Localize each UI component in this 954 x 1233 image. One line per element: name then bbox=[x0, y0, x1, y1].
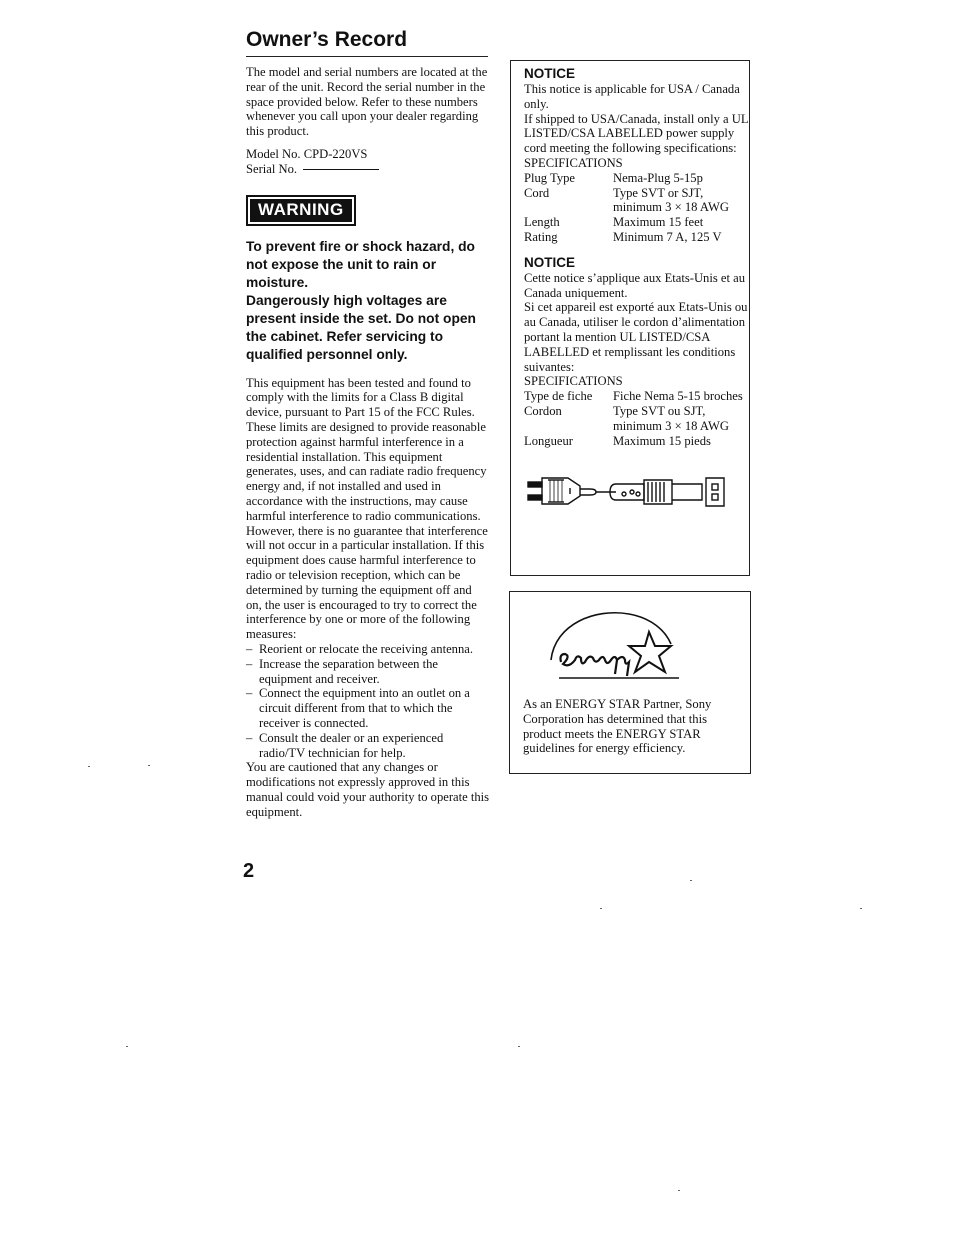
fcc-statement bbox=[246, 376, 490, 820]
table-row bbox=[524, 171, 749, 186]
fcc-caution: You are cautioned that any changes or modifications not expressly approved in this manual could void your authority to operate this equipment. bbox=[246, 760, 490, 819]
scan-speck bbox=[678, 1190, 680, 1191]
notice-en-spec-heading: SPECIFICATIONS bbox=[524, 155, 623, 170]
power-cord-illustration bbox=[524, 472, 749, 512]
warning-statement-2: Dangerously high voltages are present inside the set. Do not open the cabinet. Refer servicing to qualified personnel only. bbox=[246, 292, 476, 362]
model-number-line bbox=[246, 147, 490, 162]
left-column bbox=[246, 28, 490, 819]
owners-record-title: Owner’s Record bbox=[246, 28, 488, 57]
spec-value: Type SVT ou SJT, minimum 3 × 18 AWG bbox=[613, 403, 729, 433]
notice-en-para-2: If shipped to USA/Canada, install only a UL LISTED/CSA LABELLED power supply cord meeting the following specifications: bbox=[524, 111, 749, 156]
spec-value: Nema-Plug 5-15p bbox=[613, 170, 703, 185]
spec-key: Plug Type bbox=[524, 170, 576, 185]
scan-speck bbox=[860, 908, 862, 909]
spec-value: Maximum 15 pieds bbox=[613, 433, 711, 448]
notice-en-para-1: This notice is applicable for USA / Canada only. bbox=[524, 82, 740, 111]
page-number: 2 bbox=[243, 860, 255, 882]
notice-en-title: NOTICE bbox=[524, 66, 576, 81]
model-value: CPD-220VS bbox=[303, 146, 368, 161]
serial-blank-line bbox=[303, 169, 379, 170]
list-item: – Increase the separation between the equipment and receiver. bbox=[246, 657, 490, 687]
notice-box bbox=[510, 60, 750, 576]
energy-star-icon bbox=[545, 604, 695, 680]
warning-statements bbox=[246, 238, 490, 364]
scan-speck bbox=[126, 1046, 128, 1047]
energy-star-statement: As an ENERGY STAR Partner, Sony Corporation has determined that this product meets the ENERGY STAR guidelines for energy efficiency. bbox=[523, 697, 712, 756]
list-item: – Reorient or relocate the receiving antenna. bbox=[246, 642, 490, 657]
serial-number-line bbox=[246, 162, 490, 177]
spec-value: Maximum 15 feet bbox=[613, 215, 704, 230]
notice-fr-body bbox=[524, 271, 749, 449]
table-row bbox=[524, 186, 749, 216]
scan-speck bbox=[148, 765, 150, 766]
spec-value: Fiche Nema 5-15 broches bbox=[613, 389, 743, 404]
spec-key: Type de fiche bbox=[524, 389, 593, 404]
model-label: Model No. bbox=[246, 146, 301, 161]
notice-fr-spec-heading: SPECIFICATIONS bbox=[524, 374, 623, 389]
notice-fr-para-2: Si cet appareil est exporté aux Etats-Unis ou au Canada, utiliser le cordon d’alimentation portant la mention UL LISTED/CSA LABELLED et remplissant les conditions suivantes: bbox=[524, 300, 748, 374]
fcc-measures-list bbox=[246, 642, 490, 760]
notice-fr-para-1: Cette notice s’applique aux Etats-Unis et au Canada uniquement. bbox=[524, 270, 746, 300]
notice-en-body bbox=[524, 82, 749, 245]
table-row bbox=[524, 404, 749, 434]
spec-value: Minimum 7 A, 125 V bbox=[613, 229, 722, 244]
fcc-paragraph: This equipment has been tested and found to comply with the limits for a Class B digital device, pursuant to Part 15 of the FCC Rules. These limits are designed to provide reasonable protection against harmful interference in a residential installation. This equipment generates, uses, and can radiate radio frequency energy and, if not installed and used in accordance with the instructions, may cause harmful interference to radio communications. However, there is no guarantee that interference will not occur in a particular installation. If this equipment does cause harmful interference to radio or television reception, which can be determined by turning the equipment off and on, the user is encouraged to try to correct the interference by one or more of the following measures: bbox=[246, 375, 488, 642]
serial-label: Serial No. bbox=[246, 161, 298, 176]
warning-label bbox=[246, 195, 356, 226]
notice-fr-spec-table bbox=[524, 389, 749, 448]
table-row bbox=[524, 215, 749, 230]
spec-key: Length bbox=[524, 215, 560, 230]
energy-star-box bbox=[509, 591, 751, 774]
notice-en-spec-table bbox=[524, 171, 749, 245]
scan-speck bbox=[600, 908, 602, 909]
spec-key: Rating bbox=[524, 229, 558, 244]
table-row bbox=[524, 230, 749, 245]
scan-speck bbox=[690, 880, 692, 881]
table-row bbox=[524, 389, 749, 404]
warning-statement-1: To prevent fire or shock hazard, do not expose the unit to rain or moisture. bbox=[246, 238, 475, 290]
list-item: – Connect the equipment into an outlet on a circuit different from that to which the receiver is connected. bbox=[246, 686, 490, 730]
warning-label-text: WARNING bbox=[250, 199, 352, 222]
notice-fr-title: NOTICE bbox=[524, 254, 576, 270]
spec-value: Type SVT or SJT, minimum 3 × 18 AWG bbox=[613, 185, 729, 215]
power-plug-icon bbox=[524, 472, 738, 512]
owners-record-fields bbox=[246, 147, 490, 177]
energy-star-logo bbox=[545, 604, 740, 685]
owners-record-paragraph: The model and serial numbers are located at the rear of the unit. Record the serial number in the space provided below. Refer to these numbers whenever you call upon your dealer regarding this product. bbox=[246, 65, 488, 139]
scan-speck bbox=[518, 1046, 520, 1047]
table-row bbox=[524, 434, 749, 449]
spec-key: Cord bbox=[524, 185, 550, 200]
spec-key: Longueur bbox=[524, 433, 573, 448]
scan-speck bbox=[88, 766, 90, 767]
list-item: – Consult the dealer or an experienced radio/TV technician for help. bbox=[246, 731, 490, 761]
spec-key: Cordon bbox=[524, 403, 562, 418]
